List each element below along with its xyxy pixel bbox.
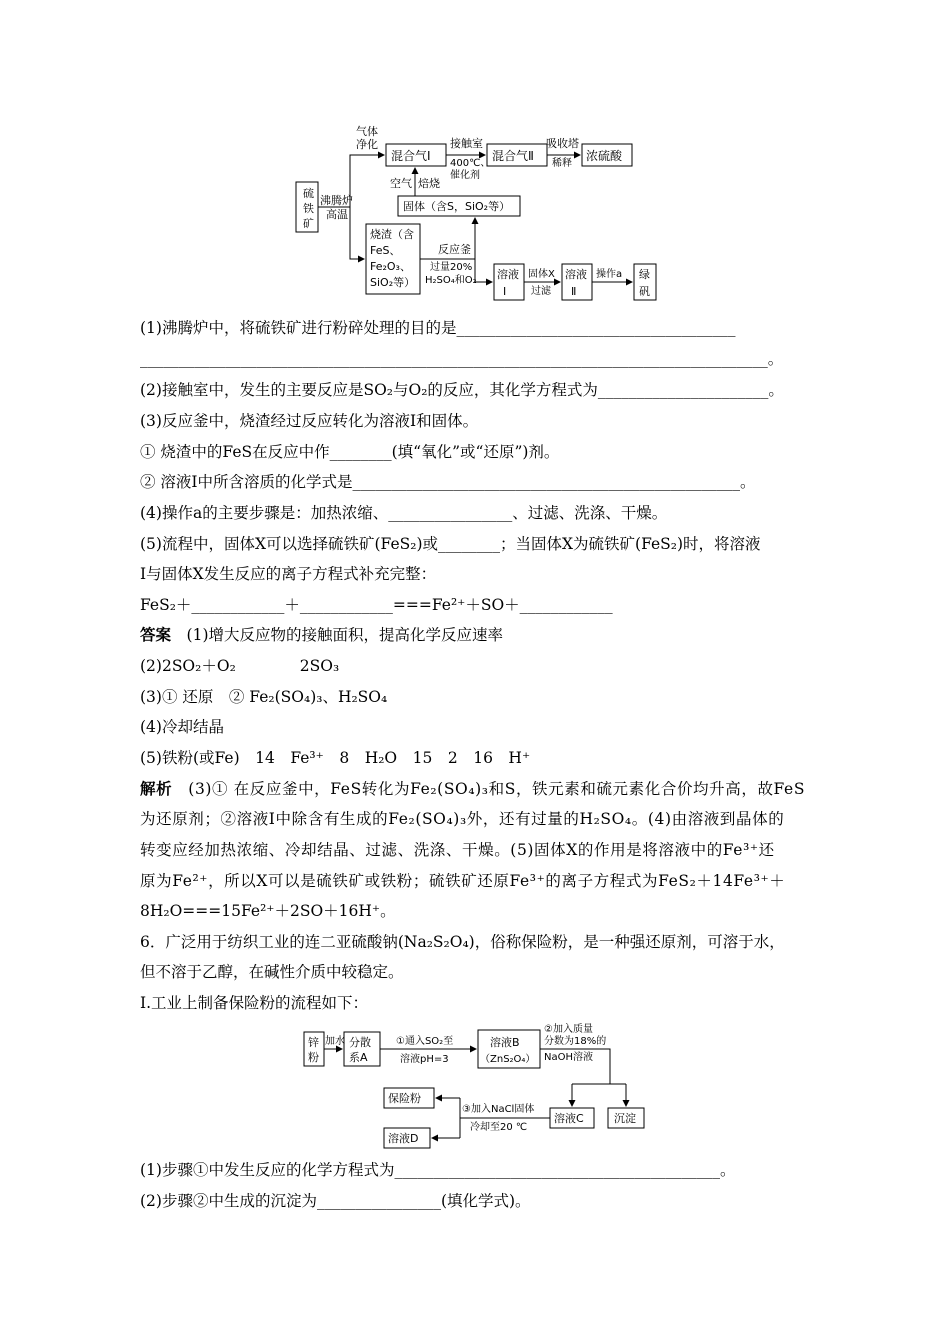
roast-label: 焙烧 xyxy=(418,177,440,190)
gas-purify-2: 净化 xyxy=(356,138,378,151)
filter-label: 过滤 xyxy=(531,286,551,297)
question-6-2: (2)步骤②中生成的沉淀为________________(填化学式)。 xyxy=(140,1192,531,1210)
question-6-line-1: 6．广泛用于纺织工业的连二亚硫酸钠(Na₂S₂O₄)，俗称保险粉，是一种强还原剂，可溶于水， xyxy=(140,933,785,951)
kettle-label: 反应釜 xyxy=(438,243,471,256)
slag-2: FeS、 xyxy=(370,244,401,257)
answer-1 xyxy=(140,625,503,645)
add-water-label: 加水 xyxy=(325,1036,345,1047)
question-1-line-a: (1)沸腾炉中，将硫铁矿进行粉碎处理的目的是____________________________________ xyxy=(140,319,736,337)
analysis-line-4: 原为Fe²⁺，所以X可以是硫铁矿或铁粉；硫铁矿还原Fe³⁺的离子方程式为FeS₂＋14Fe³⁺＋ xyxy=(140,872,786,890)
solution-2-a: 溶液 xyxy=(565,268,587,281)
step-2-line-1: ②加入质量 xyxy=(544,1024,593,1035)
answer-label: 答案 xyxy=(140,625,172,644)
question-3-2: ② 溶液Ⅰ中所含溶质的化学式是__________________________________________________。 xyxy=(140,473,756,491)
sodium-dithionite-flowchart xyxy=(300,1022,660,1150)
solution-1-b: Ⅰ xyxy=(503,285,507,298)
analysis-line-5: 8H₂O===15Fe²⁺＋2SO＋16H⁺。 xyxy=(140,902,396,920)
step-2-line-2: 分数为18%的 xyxy=(544,1036,607,1047)
solid-box-label: 固体（含S，SiO₂等） xyxy=(403,200,511,213)
slag-1: 烧渣（含 xyxy=(370,228,414,241)
question-5-equation: FeS₂＋____________＋____________===Fe²⁺＋SO＋____________ xyxy=(140,596,613,614)
question-3: (3)反应釜中，烧渣经过反应转化为溶液Ⅰ和固体。 xyxy=(140,412,479,430)
analysis-line-3: 转变应经加热浓缩、冷却结晶、过滤、洗涤、干燥。(5)固体X的作用是将溶液中的Fe³⁺还 xyxy=(140,841,775,859)
insurance-powder-label: 保险粉 xyxy=(388,1092,421,1105)
answer-3: (3)① 还原 ② Fe₂(SO₄)₃、H₂SO₄ xyxy=(140,688,388,706)
answer-2-left: (2)2SO₂＋O₂ xyxy=(140,657,236,675)
question-1-line-b: _________________________________________________________________________________。 xyxy=(140,350,784,368)
ore-char-3: 矿 xyxy=(303,217,314,230)
question-4: (4)操作a的主要步骤是：加热浓缩、________________、过滤、洗涤、干燥。 xyxy=(140,504,668,522)
product-1: 绿 xyxy=(639,268,650,281)
step-3-label: ③加入NaCl固体 xyxy=(462,1104,535,1115)
mixed-gas-2: 混合气Ⅱ xyxy=(492,149,534,163)
solution-b-2: （ZnS₂O₄） xyxy=(480,1054,536,1065)
answer-1-text: (1)增大反应物的接触面积，提高化学反应速率 xyxy=(186,626,503,644)
solution-b-1: 溶液B xyxy=(490,1036,520,1049)
question-6-line-2: 但不溶于乙醇，在碱性介质中较稳定。 xyxy=(140,963,404,981)
furnace-label: 沸腾炉 xyxy=(320,194,353,207)
sulfuric-acid-flowchart xyxy=(290,120,670,305)
conc-sulfuric-acid: 浓硫酸 xyxy=(586,149,623,163)
answer-4: (4)冷却结晶 xyxy=(140,718,224,736)
answer-5: (5)铁粉(或Fe) 14 Fe³⁺ 8 H₂O 15 2 16 H⁺ xyxy=(140,749,531,767)
answer-2 xyxy=(140,656,339,676)
question-3-1: ① 烧渣中的FeS在反应中作________(填“氧化”或“还原”)剂。 xyxy=(140,443,560,461)
slag-3: Fe₂O₃、 xyxy=(370,260,411,273)
question-6-line-3: Ⅰ.工业上制备保险粉的流程如下： xyxy=(140,994,369,1012)
contact-condition-2: 催化剂 xyxy=(450,170,480,181)
step-3-condition: 冷却至20 ℃ xyxy=(470,1122,528,1133)
analysis-label: 解析 xyxy=(140,779,173,798)
dilute-label: 稀释 xyxy=(552,158,572,169)
operation-a-label: 操作a xyxy=(596,269,623,280)
ore-char-1: 硫 xyxy=(303,187,314,200)
furnace-condition: 高温 xyxy=(326,208,348,221)
air-label: 空气 xyxy=(390,177,412,190)
solution-1-a: 溶液 xyxy=(497,268,519,281)
step-2-line-3: NaOH溶液 xyxy=(544,1052,593,1063)
question-5-line-a: (5)流程中，固体X可以选择硫铁矿(FeS₂)或________；当固体X为硫铁矿(FeS₂)时，将溶液 xyxy=(140,535,761,553)
kettle-condition-1: 过量20% xyxy=(430,262,473,273)
question-2: (2)接触室中，发生的主要反应是SO₂与O₂的反应，其化学方程式为______________________。 xyxy=(140,381,784,399)
contact-room-label: 接触室 xyxy=(450,137,483,150)
answer-2-right: 2SO₃ xyxy=(299,657,340,675)
absorb-tower-label: 吸收塔 xyxy=(546,137,579,150)
step-1-label: ①通入SO₂至 xyxy=(396,1036,454,1047)
question-5-line-b: Ⅰ与固体X发生反应的离子方程式补充完整： xyxy=(140,565,437,583)
slag-4: SiO₂等） xyxy=(370,276,416,289)
solution-d-label: 溶液D xyxy=(388,1132,419,1145)
question-6-1: (1)步骤①中发生反应的化学方程式为__________________________________________。 xyxy=(140,1161,736,1179)
step-1-condition: 溶液pH=3 xyxy=(400,1054,449,1065)
solution-c-label: 溶液C xyxy=(554,1112,584,1125)
zinc-char-1: 锌 xyxy=(308,1036,319,1049)
analysis-line-1 xyxy=(140,779,805,799)
precipitate-label: 沉淀 xyxy=(614,1112,636,1125)
ore-char-2: 铁 xyxy=(303,202,314,215)
solution-2-b: Ⅱ xyxy=(571,285,577,298)
contact-condition-1: 400℃、 xyxy=(450,158,491,169)
mixed-gas-1: 混合气Ⅰ xyxy=(391,149,431,163)
zinc-char-2: 粉 xyxy=(308,1051,319,1064)
analysis-text-1: (3)① 在反应釜中，FeS转化为Fe₂(SO₄)₃和S，铁元素和硫元素化合价均升高，故FeS xyxy=(172,780,806,798)
gas-purify-1: 气体 xyxy=(356,125,378,138)
kettle-condition-2: H₂SO₄和O₂ xyxy=(425,275,477,286)
solid-x-label: 固体X xyxy=(528,269,555,280)
dispersion-1: 分散 xyxy=(349,1036,371,1049)
product-2: 矾 xyxy=(639,285,650,298)
analysis-line-2: 为还原剂；②溶液Ⅰ中除含有生成的Fe₂(SO₄)₃外，还有过量的H₂SO₄。(4)由溶液到晶体的 xyxy=(140,810,785,828)
dispersion-2: 系A xyxy=(349,1051,368,1064)
